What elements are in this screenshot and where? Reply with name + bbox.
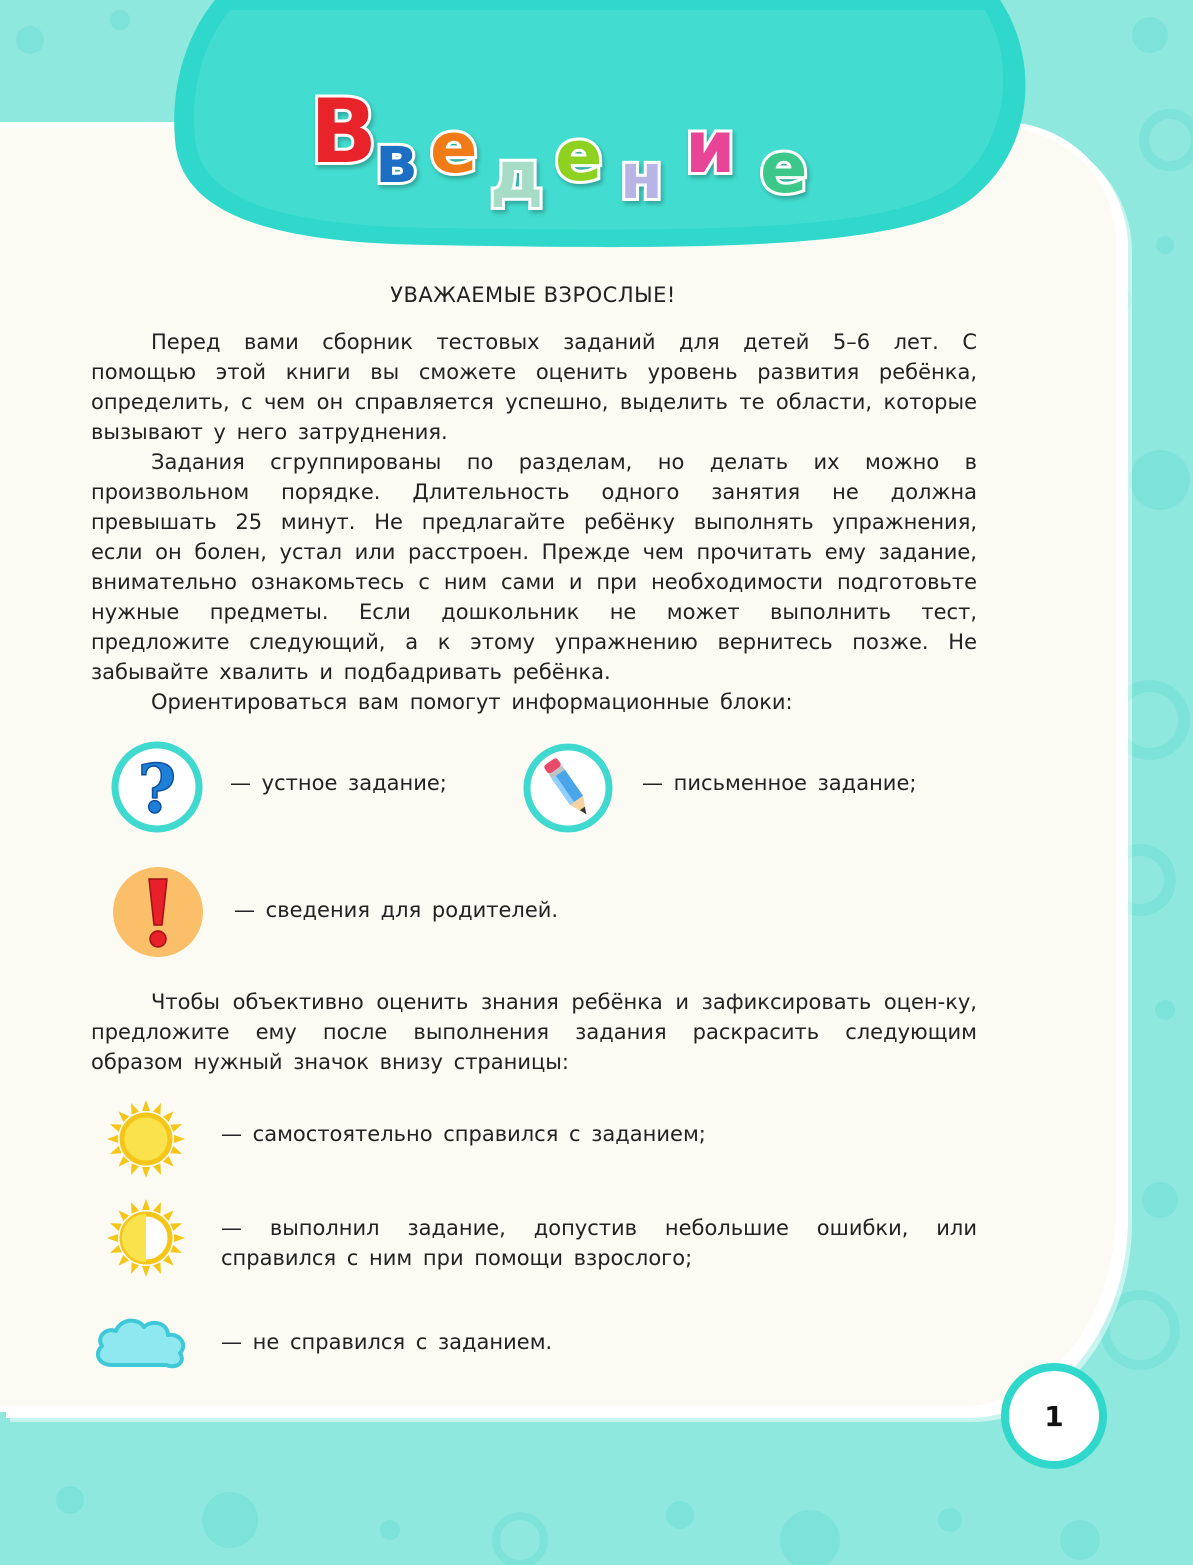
sun-ray bbox=[163, 1208, 176, 1221]
grading-text bbox=[91, 987, 977, 1077]
sun-ray bbox=[163, 1109, 176, 1122]
title-letter: д bbox=[490, 137, 544, 214]
sun-ray bbox=[142, 1266, 150, 1277]
full-sun-icon bbox=[104, 1097, 188, 1181]
title-letter: В bbox=[310, 80, 378, 183]
parents-info-label: — сведения для родителей. bbox=[234, 898, 559, 922]
sun-ray bbox=[170, 1146, 183, 1158]
question-icon bbox=[110, 740, 204, 834]
cloud-icon bbox=[90, 1313, 190, 1375]
paragraph-3: Ориентироваться вам помогут информационные блоки: bbox=[151, 690, 793, 714]
sun-ray bbox=[153, 1101, 165, 1114]
sun-ray bbox=[116, 1208, 129, 1221]
sun-ray bbox=[107, 1234, 118, 1242]
sun-ray bbox=[108, 1120, 121, 1132]
sun-ray bbox=[116, 1255, 129, 1268]
sun-ray bbox=[153, 1163, 165, 1176]
salutation: УВАЖАЕМЫЕ ВЗРОСЛЫЕ! bbox=[390, 283, 676, 307]
sun-ray bbox=[142, 1167, 150, 1178]
sun-ray bbox=[107, 1135, 118, 1143]
sun-ray bbox=[127, 1163, 139, 1176]
intro-text bbox=[91, 327, 977, 717]
pencil-icon bbox=[522, 742, 614, 834]
sun-ray bbox=[170, 1120, 183, 1132]
sun-ray bbox=[108, 1219, 121, 1231]
paragraph-1: Перед вами сборник тестовых заданий для детей 5–6 лет. С помощью этой книги вы сможете оценить уровень развития ребёнка, определить, с чем он справляется успешно, выделить те области, которые вызывают у него затруднения. bbox=[91, 330, 977, 444]
title-letter: е bbox=[430, 107, 478, 189]
sun-ray bbox=[142, 1100, 150, 1111]
sun-ray bbox=[142, 1199, 150, 1210]
page-number: 1 bbox=[1044, 1399, 1064, 1433]
half-sun-icon bbox=[104, 1196, 188, 1280]
sun-ray bbox=[153, 1200, 165, 1213]
sun-ray bbox=[163, 1156, 176, 1169]
sun-ray bbox=[174, 1234, 185, 1242]
title-letter: е bbox=[760, 127, 808, 209]
sun-ray bbox=[170, 1245, 183, 1257]
mark-none-label: — не справился с заданием. bbox=[221, 1330, 553, 1354]
sun-ray bbox=[174, 1135, 185, 1143]
sun-ray bbox=[163, 1255, 176, 1268]
page-number-badge bbox=[1001, 1363, 1107, 1469]
title-letter: и bbox=[685, 105, 736, 189]
sun-ray bbox=[170, 1219, 183, 1231]
sun-ray bbox=[127, 1262, 139, 1275]
sun-ray bbox=[153, 1262, 165, 1275]
sun-ray bbox=[108, 1146, 121, 1158]
page-title bbox=[300, 80, 840, 220]
sun-ray bbox=[127, 1101, 139, 1114]
title-letter: е bbox=[555, 115, 603, 197]
svg-text:?: ? bbox=[137, 750, 177, 828]
written-task-label: — письменное задание; bbox=[642, 771, 917, 795]
mark-half-label: — выполнил задание, допустив небольшие ошибки, или справился с ним при помощи взрослого; bbox=[221, 1216, 977, 1270]
exclamation-icon bbox=[111, 865, 205, 959]
sun-ray bbox=[116, 1109, 129, 1122]
paragraph-grading: Чтобы объективно оценить знания ребёнка и зафиксировать оцен-ку, предложите ему после выполнения задания раскрасить следующим образом нужный значок внизу страницы: bbox=[91, 990, 977, 1074]
title-letter: н bbox=[620, 140, 663, 213]
mark-full-label: — самостоятельно справился с заданием; bbox=[221, 1122, 706, 1146]
title-letter: в bbox=[375, 121, 417, 198]
sun-ray bbox=[108, 1245, 121, 1257]
paragraph-2: Задания сгруппированы по разделам, но делать их можно в произвольном порядке. Длительность одного занятия не должна превышать 25 минут. Не предлагайте ребёнку выполнять упражнения, если он болен, устал или расстроен. Прежде чем прочитать ему задание, внимательно ознакомьтесь с ним сами и при необходимости подготовьте нужные предметы. Если дошкольник не может выполнить тест, предложите следующий, а к этому упражнению вернитесь позже. Не забывайте хвалить и подбадривать ребёнка. bbox=[91, 450, 977, 684]
sun-ray bbox=[116, 1156, 129, 1169]
oral-task-label: — устное задание; bbox=[230, 771, 447, 795]
sun-ray bbox=[127, 1200, 139, 1213]
